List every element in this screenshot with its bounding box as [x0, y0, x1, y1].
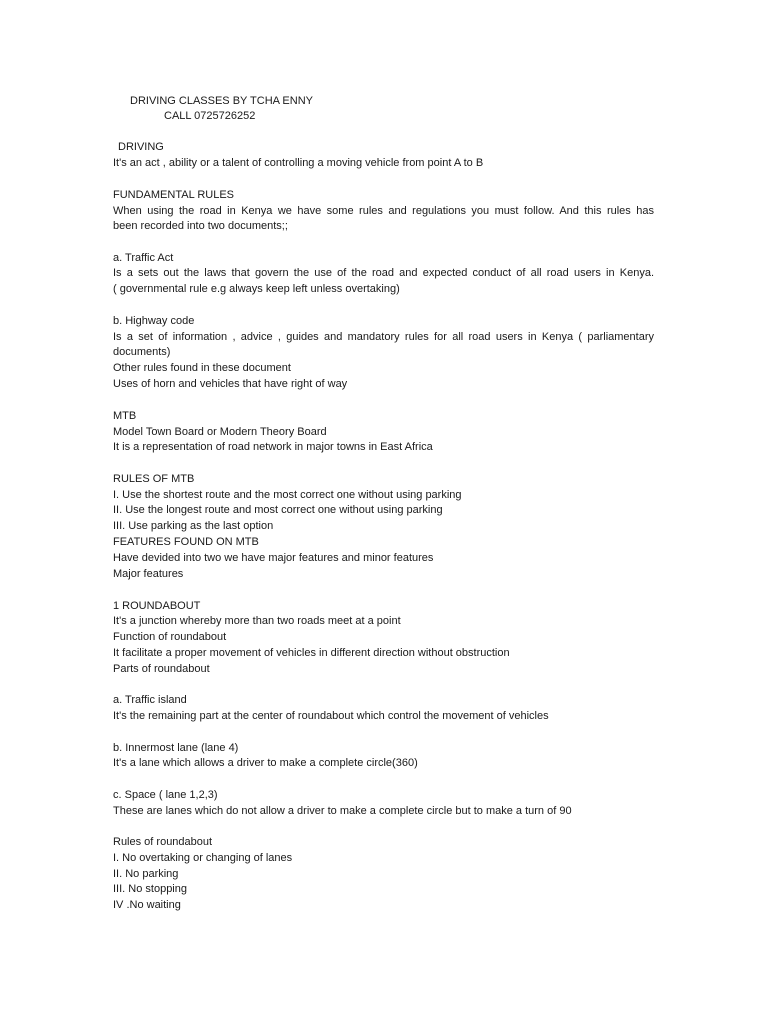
traffic-island-line-1: It's the remaining part at the center of roundabout which control the movement of vehicles — [113, 710, 549, 722]
driving-definition: It's an act , ability or a talent of controlling a moving vehicle from point A to B — [113, 157, 484, 169]
heading-traffic-island: a. Traffic island — [113, 694, 187, 706]
list-item: I. Use the shortest route and the most correct one without using parking — [113, 489, 462, 501]
traffic-act-line-1: Is a sets out the laws that govern the use of the road and expected conduct of all road users in Kenya. — [113, 267, 654, 279]
features-line-1: Have devided into two we have major features and minor features — [113, 552, 434, 564]
phone-number: CALL 0725726252 — [164, 110, 256, 122]
heading-highway-code: b. Highway code — [113, 315, 195, 327]
heading-roundabout: 1 ROUNDABOUT — [113, 600, 201, 612]
mtb-line-2: It is a representation of road network in major towns in East Africa — [113, 441, 433, 453]
roundabout-line-3: It facilitate a proper movement of vehicles in different direction without obstruction — [113, 647, 510, 659]
document-title: DRIVING CLASSES BY TCHA ENNY — [130, 95, 313, 107]
heading-mtb: MTB — [113, 410, 137, 422]
roundabout-line-2: Function of roundabout — [113, 631, 227, 643]
innermost-lane-line-1: It's a lane which allows a driver to make a complete circle(360) — [113, 757, 418, 769]
heading-rules-of-roundabout: Rules of roundabout — [113, 836, 213, 848]
highway-code-line-1: Is a set of information , advice , guides and mandatory rules for all road users in Kenya ( parliamentary — [113, 331, 654, 343]
features-line-2: Major features — [113, 568, 184, 580]
heading-traffic-act: a. Traffic Act — [113, 252, 174, 264]
fundamental-line-1: When using the road in Kenya we have some rules and regulations you must follow. And this rules has — [113, 205, 654, 217]
heading-features: FEATURES FOUND ON MTB — [113, 536, 259, 548]
heading-space: c. Space ( lane 1,2,3) — [113, 789, 218, 801]
traffic-act-line-2: ( governmental rule e.g always keep left unless overtaking) — [113, 283, 400, 295]
list-item: II. Use the longest route and most correct one without using parking — [113, 504, 443, 516]
heading-innermost-lane: b. Innermost lane (lane 4) — [113, 742, 239, 754]
list-item: III. No stopping — [113, 883, 187, 895]
heading-driving: DRIVING — [118, 141, 164, 153]
space-line-1: These are lanes which do not allow a driver to make a complete circle but to make a turn of 90 — [113, 805, 572, 817]
roundabout-line-1: It's a junction whereby more than two roads meet at a point — [113, 615, 401, 627]
roundabout-line-4: Parts of roundabout — [113, 663, 210, 675]
list-item: I. No overtaking or changing of lanes — [113, 852, 293, 864]
heading-fundamental-rules: FUNDAMENTAL RULES — [113, 189, 235, 201]
highway-code-line-3: Other rules found in these document — [113, 362, 291, 374]
mtb-line-1: Model Town Board or Modern Theory Board — [113, 426, 327, 438]
list-item: II. No parking — [113, 868, 179, 880]
heading-rules-of-mtb: RULES OF MTB — [113, 473, 195, 485]
list-item: III. Use parking as the last option — [113, 520, 274, 532]
list-item: IV .No waiting — [113, 899, 181, 911]
highway-code-line-4: Uses of horn and vehicles that have right of way — [113, 378, 348, 390]
fundamental-line-2: been recorded into two documents;; — [113, 220, 288, 232]
highway-code-line-2: documents) — [113, 346, 171, 358]
